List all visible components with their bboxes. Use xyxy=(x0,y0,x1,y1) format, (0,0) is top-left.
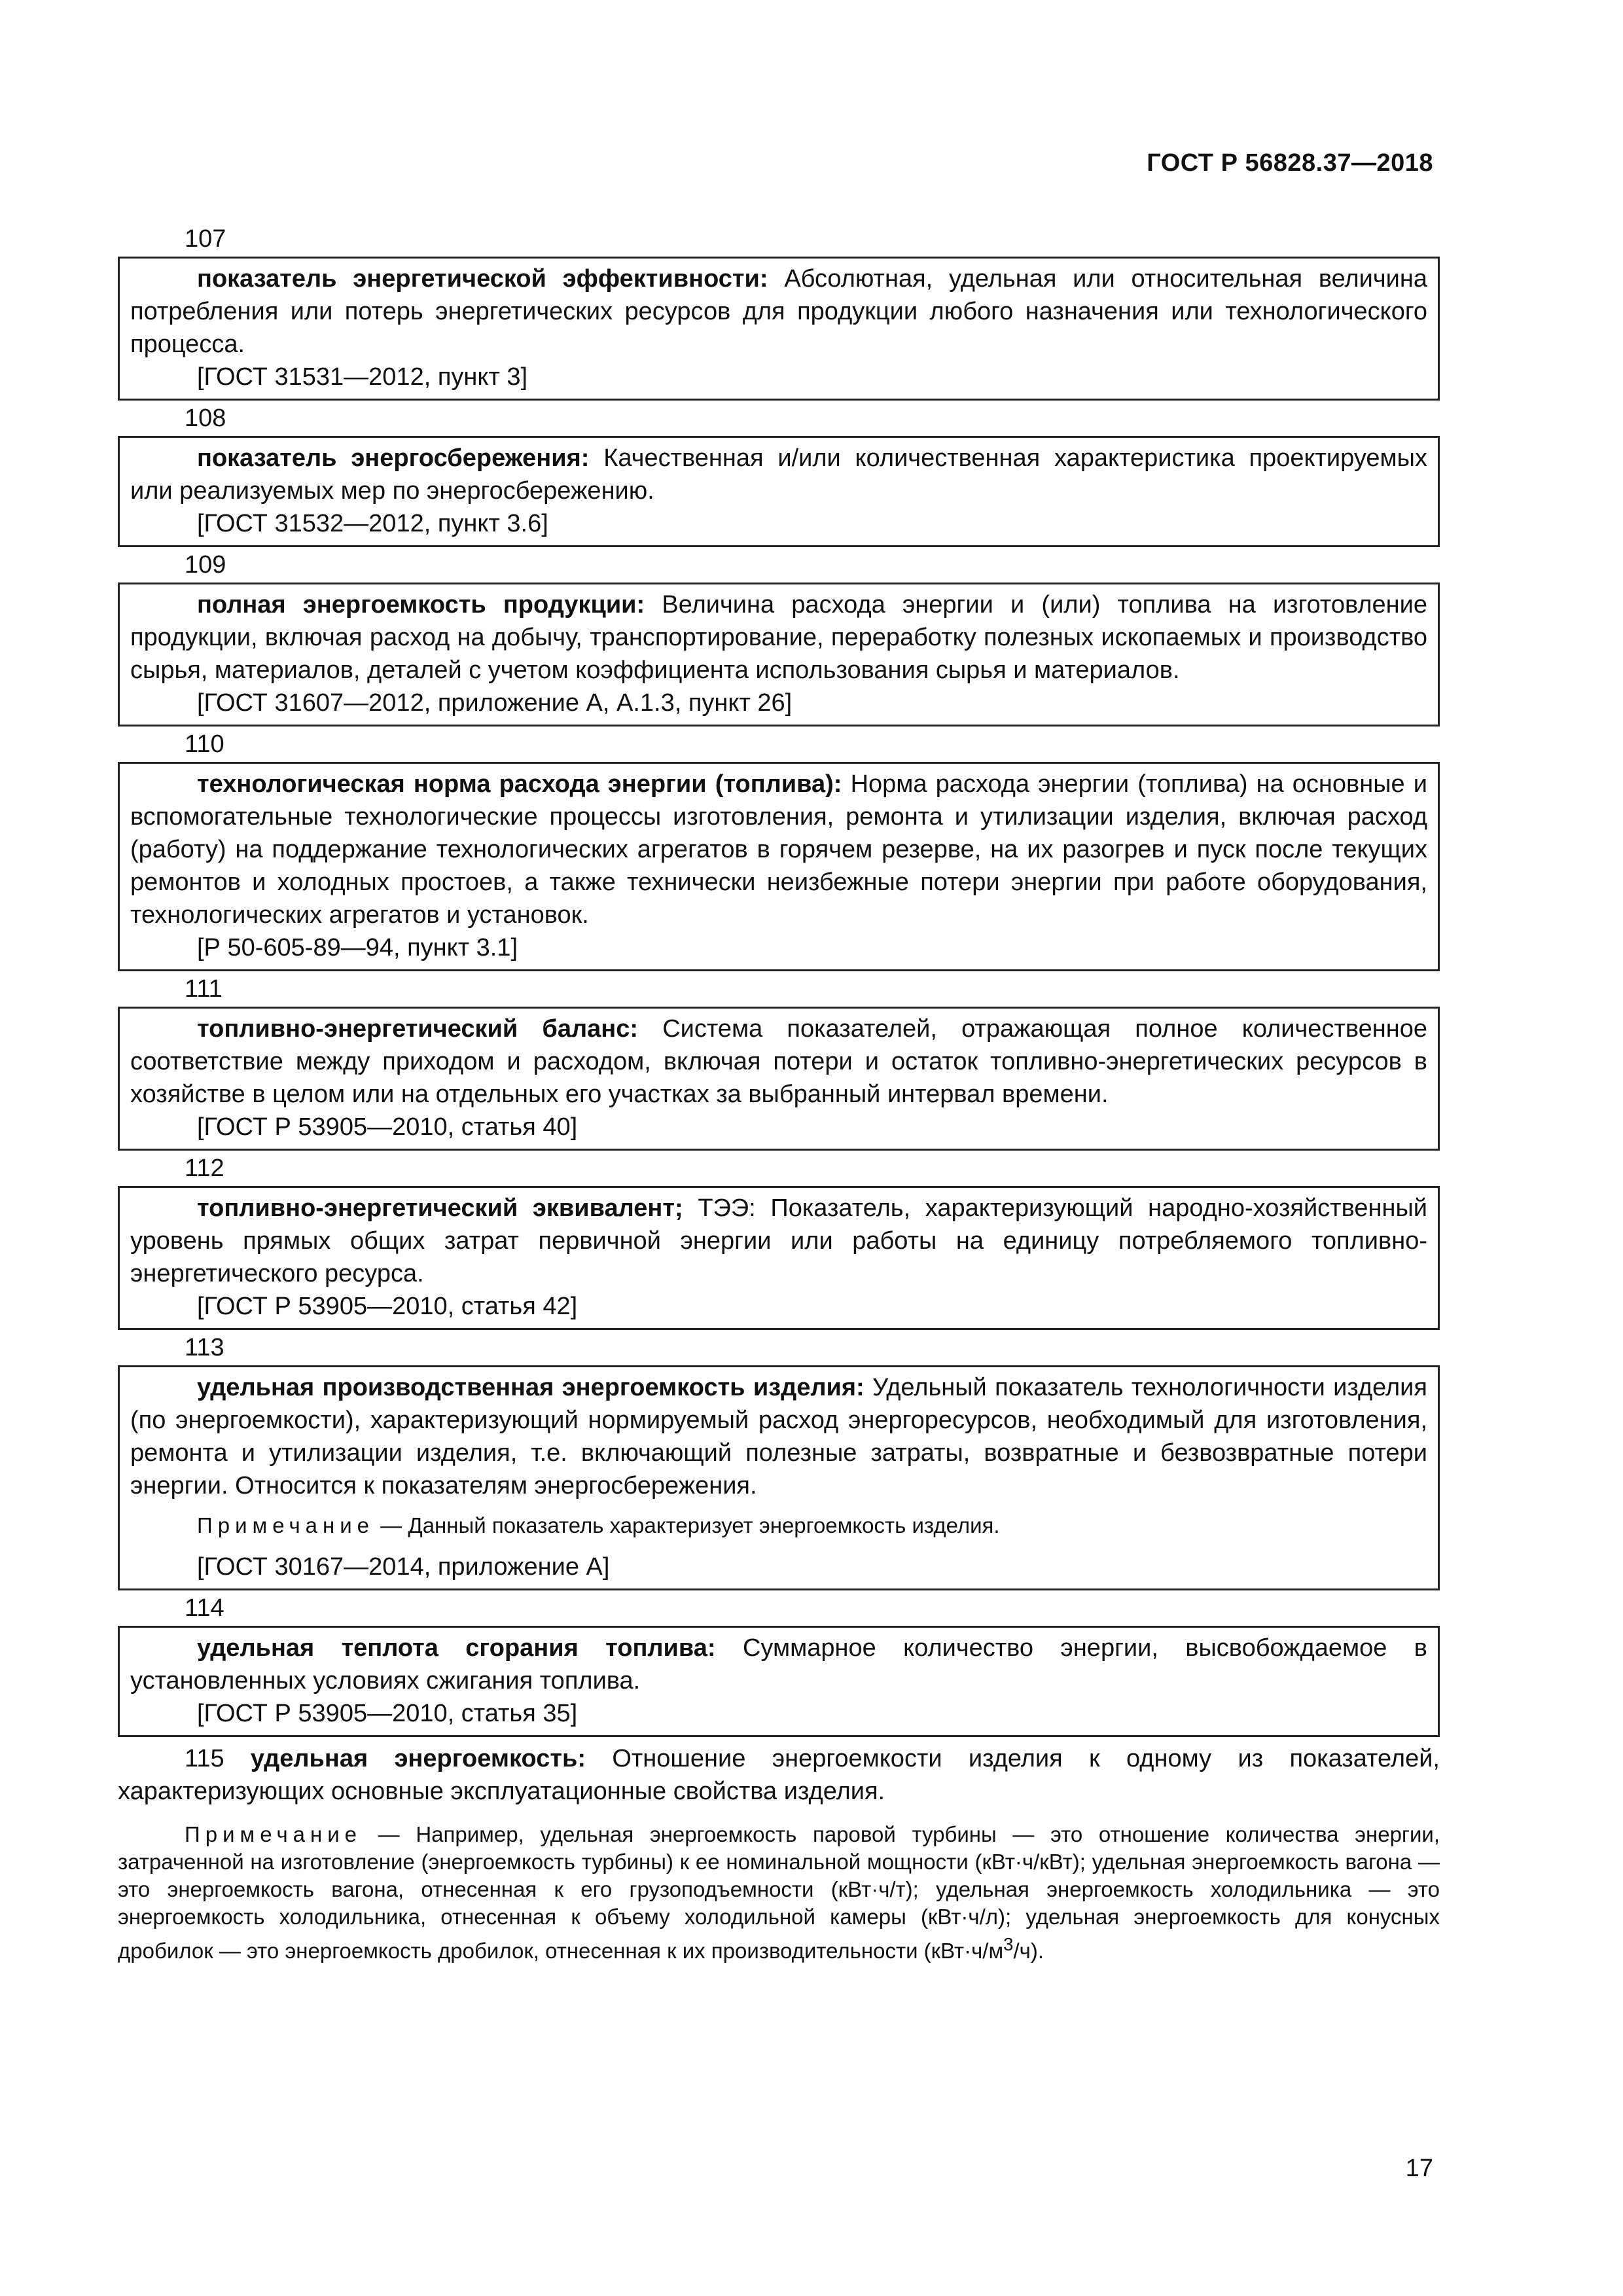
term-entry xyxy=(118,762,1440,971)
term-definition-text: Норма расхода энергии (топлива) на основные и вспомогательные технологические процессы изготовления, ремонта и утилизации изделия, включая расход (работу) на поддержание технологических агрегатов в горячем резерве, на их разогрев и пуск после текущих ремонтов и холодных простоев, а также технически неизбежные потери энергии при работе оборудования, технологических агрегатов и установок. xyxy=(130,770,1427,929)
term-definition-text: Отношение энергоемкости изделия к одному из показателей, характеризующих основные эксплуатационные свойства изделия. xyxy=(118,1745,1440,1805)
term-number: 112 xyxy=(185,1155,224,1182)
term-entry xyxy=(118,257,1440,401)
term-definition-text: Система показателей, отражающая полное количественное соответствие между приходом и расходом, включая потери и остаток топливно-энергетических ресурсов в хозяйстве в целом или на отдельных его участках за выбранный интервал времени. xyxy=(130,1015,1427,1108)
term-source: [ГОСТ 31607—2012, приложение А, А.1.3, пункт 26] xyxy=(197,689,793,717)
note-label: Примечание xyxy=(185,1822,363,1846)
term-definition xyxy=(130,1013,1427,1111)
term-entry xyxy=(118,1007,1440,1151)
note-text: — Данный показатель характеризует энергоемкость изделия. xyxy=(374,1513,1000,1537)
standard-header: ГОСТ Р 56828.37—2018 xyxy=(1147,149,1433,177)
note-label: Примечание xyxy=(197,1513,375,1537)
note-text-end: /ч). xyxy=(1013,1939,1044,1963)
term-definition xyxy=(130,1192,1427,1290)
term-definition xyxy=(130,1371,1427,1502)
term-title: показатель энергосбережения: xyxy=(197,444,590,472)
term-entry xyxy=(118,1365,1440,1590)
term-source: [ГОСТ 30167—2014, приложение А] xyxy=(197,1553,610,1581)
term-note xyxy=(130,1510,1427,1541)
term-title: топливно-энергетический баланс: xyxy=(197,1015,639,1043)
term-definition xyxy=(130,1632,1427,1697)
term-definition xyxy=(130,442,1427,507)
term-number: 114 xyxy=(185,1594,224,1622)
term-definition xyxy=(118,1742,1440,1808)
term-definition-text: Абсолютная, удельная или относительная величина потребления или потерь энергетических ресурсов для продукции любого назначения или технологического процесса. xyxy=(130,265,1428,358)
term-source: [Р 50-605-89—94, пункт 3.1] xyxy=(197,934,518,961)
term-number: 107 xyxy=(185,225,226,253)
term-definition xyxy=(130,262,1427,361)
term-title: удельная энергоемкость: xyxy=(250,1745,586,1772)
terms-content xyxy=(118,221,1440,1965)
term-title: технологическая норма расхода энергии (топлива): xyxy=(197,770,842,798)
term-title: полная энергоемкость продукции: xyxy=(197,591,645,619)
page-number: 17 xyxy=(1405,2155,1433,2182)
term-entry xyxy=(118,583,1440,726)
term-title: удельная производственная энергоемкость изделия: xyxy=(197,1374,865,1401)
term-definition-text: Величина расхода энергии и (или) топлива на изготовление продукции, включая расход на добычу, транспортирование, переработку полезных ископаемых и производство сырья, материалов, деталей с учетом коэффициента использования сырья и материалов. xyxy=(130,591,1428,684)
term-definition xyxy=(130,768,1427,931)
term-title: показатель энергетической эффективности: xyxy=(197,265,768,293)
term-source: [ГОСТ 31532—2012, пункт 3.6] xyxy=(197,510,548,537)
term-note xyxy=(118,1821,1440,1965)
term-definition-text: ТЭЭ: Показатель, характеризующий народно-хозяйственный уровень прямых общих затрат первичной энергии или работы на единицу потребляемого топливно-энергетического ресурса. xyxy=(130,1194,1427,1287)
term-definition xyxy=(130,588,1427,687)
term-definition-text: Удельный показатель технологичности изделия (по энергоемкости), характеризующий нормируемый расход энергоресурсов, необходимый для изготовления, ремонта и утилизации изделия, т.е. включающий полезные затраты, возвратные и безвозвратные потери энергии. Относится к показателям энергосбережения. xyxy=(130,1374,1427,1499)
term-definition-text: Суммарное количество энергии, высвобождаемое в установленных условиях сжигания топлива. xyxy=(130,1634,1427,1695)
note-text: — Например, удельная энергоемкость паровой турбины — это отношение количества энергии, затраченной на изготовление (энергоемкость турбины) к ее номинальной мощности (кВт·ч/кВт); удельная энергоемкость вагона — это энергоемкость вагона, отнесенная к его грузоподъемности (кВт·ч/т); удельная энергоемкость холодильника — это энергоемкость холодильника, отнесенная к объему холодильной камеры (кВт·ч/л); удельная энергоемкость для конусных дробилок — это энергоемкость дробилок, отнесенная к их производительности (кВт·ч/м xyxy=(118,1822,1440,1963)
term-entry-unboxed xyxy=(118,1742,1440,1965)
term-entry xyxy=(118,1186,1440,1330)
term-entry xyxy=(118,1626,1440,1737)
note-superscript: 3 xyxy=(1003,1934,1014,1954)
term-number: 109 xyxy=(185,551,226,579)
term-number: 115 xyxy=(185,1745,224,1772)
term-definition-text: Качественная и/или количественная характеристика проектируемых или реализуемых мер по энергосбережению. xyxy=(130,444,1427,505)
term-source: [ГОСТ Р 53905—2010, статья 42] xyxy=(197,1293,578,1320)
term-source: [ГОСТ 31531—2012, пункт 3] xyxy=(197,363,528,391)
term-number: 113 xyxy=(185,1334,224,1361)
term-number: 108 xyxy=(185,404,226,432)
term-source: [ГОСТ Р 53905—2010, статья 40] xyxy=(197,1113,578,1141)
term-title: удельная теплота сгорания топлива: xyxy=(197,1634,716,1662)
term-entry xyxy=(118,436,1440,547)
term-source: [ГОСТ Р 53905—2010, статья 35] xyxy=(197,1700,578,1727)
term-number: 111 xyxy=(185,975,223,1003)
term-title: топливно-энергетический эквивалент; xyxy=(197,1194,683,1222)
term-number: 110 xyxy=(185,730,224,758)
